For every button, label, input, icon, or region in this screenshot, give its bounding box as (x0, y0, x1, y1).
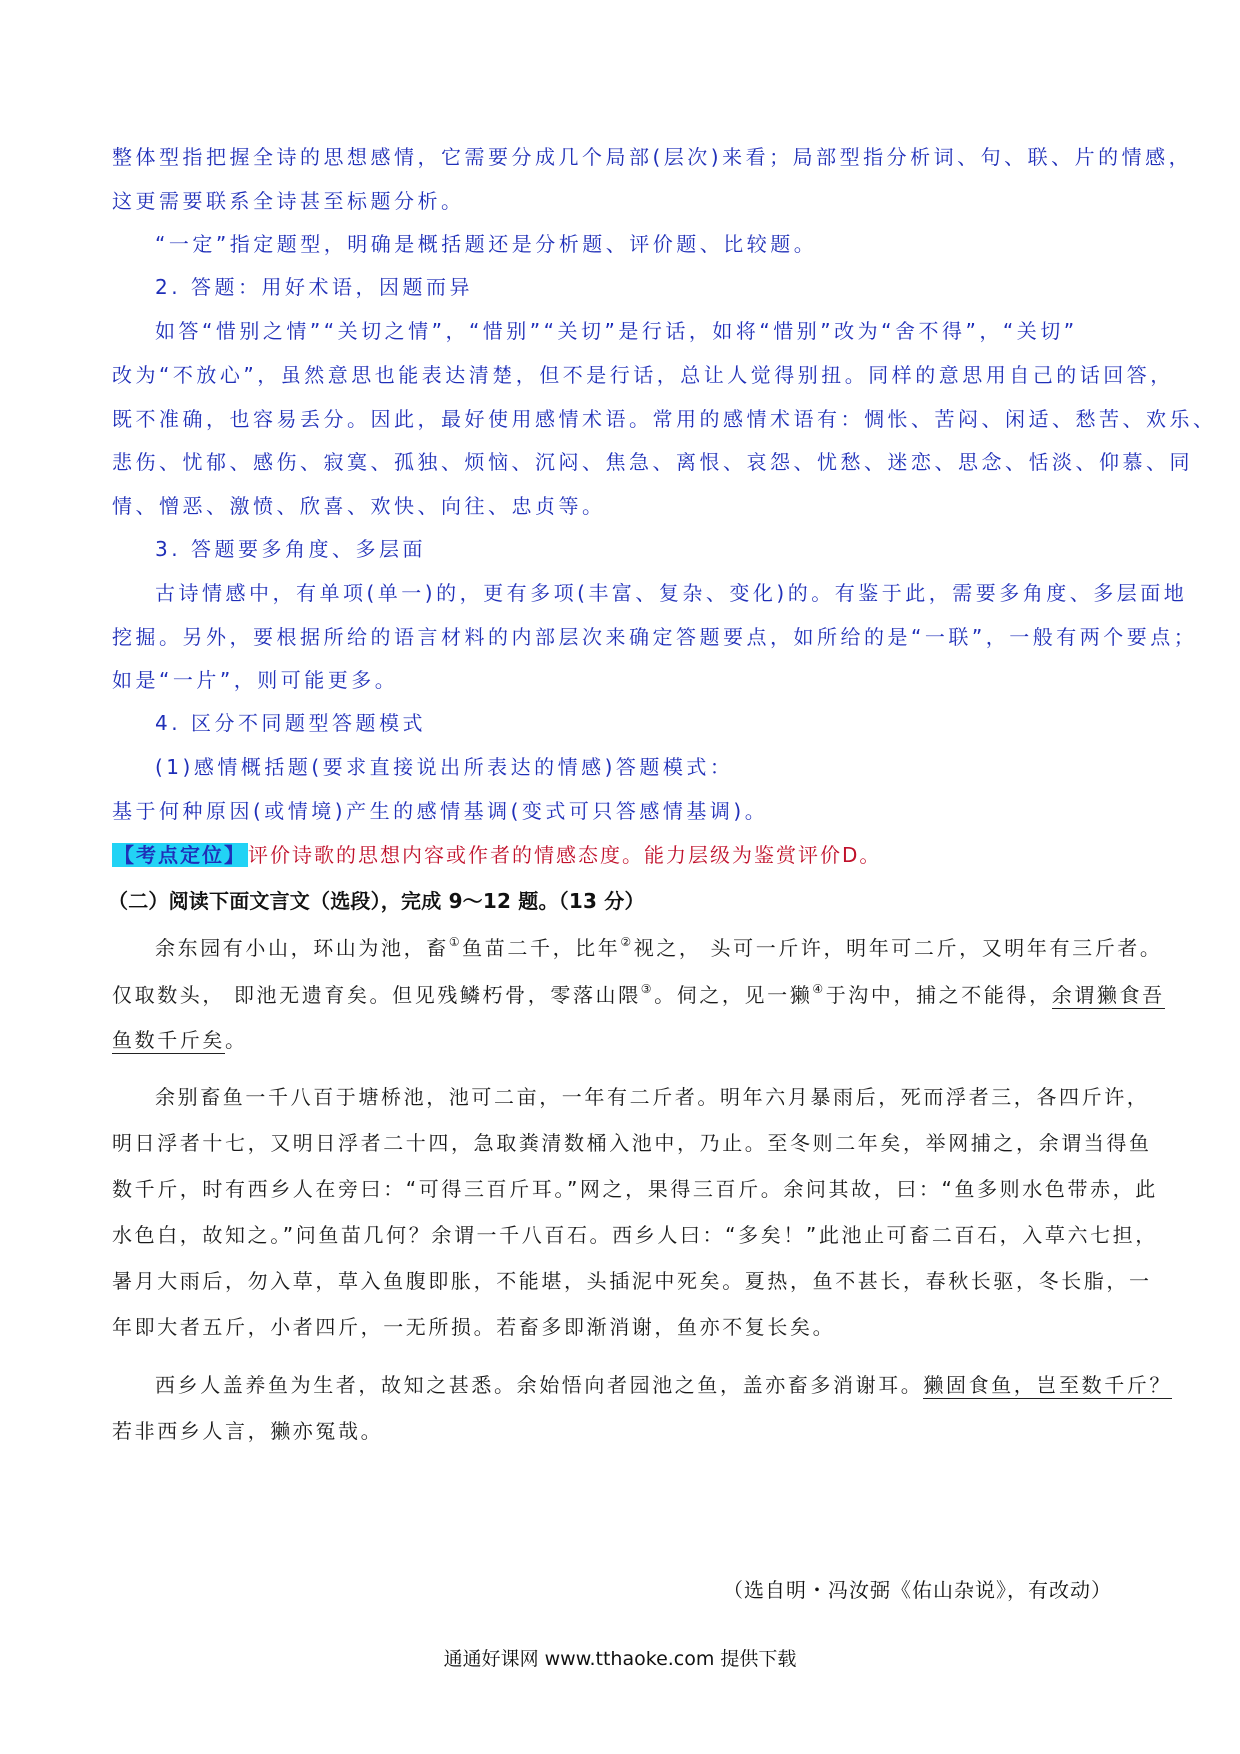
analysis-paragraph: (1)感情概括题(要求直接说出所表达的情感)答题模式： (155, 755, 734, 779)
passage-text: 。伺之，见一獭 (654, 983, 813, 1007)
kaodian-text: 评价诗歌的思想内容或作者的情感态度。能力层级为鉴赏评价D。 (248, 843, 882, 867)
passage-text: 于沟中，捕之不能得， (825, 983, 1052, 1007)
passage-line: 若非西乡人言，獭亦冤哉。 (112, 1419, 384, 1443)
analysis-paragraph: 基于何种原因(或情境)产生的感情基调(变式可只答感情基调)。 (112, 799, 769, 823)
answer-heading-2: 2. 答题：用好术语，因题而异 (155, 275, 473, 299)
passage-line: 年即大者五斤，小者四斤，一无所损。若畜多即渐消谢，鱼亦不复长矣。 (112, 1315, 836, 1339)
underlined-sentence: 獭固食鱼，岂至数千斤？ (923, 1373, 1173, 1397)
analysis-paragraph-line: 情、憎恶、激愤、欣喜、欢快、向往、忠贞等。 (112, 494, 606, 518)
answer-heading-4: 4. 区分不同题型答题模式 (155, 711, 426, 735)
analysis-paragraph-line: 如答“惜别之情”“关切之情”，“惜别”“关切”是行话，如将“惜别”改为“舍不得”，“关切” (155, 319, 1078, 343)
passage-source: （选自明・冯汝弼《佑山杂说》，有改动） (723, 1578, 1112, 1602)
footnote-marker: ② (620, 935, 634, 949)
analysis-paragraph-line: 改为“不放心”，虽然意思也能表达清楚，但不是行话，总让人觉得别扭。同样的意思用自己的话回答， (112, 363, 1174, 387)
footnote-marker: ④ (812, 982, 826, 996)
passage-text: 。 (225, 1028, 248, 1052)
analysis-paragraph-line: 既不准确，也容易丢分。因此，最好使用感情术语。常用的感情术语有：惆怅、苦闷、闲适、愁苦、欢乐、 (112, 407, 1217, 431)
passage-text: 余东园有小山，环山为池，畜 (155, 936, 449, 960)
page-footer: 通通好课网 www.tthaoke.com 提供下载 (443, 1648, 797, 1670)
kaodian-row (112, 840, 1132, 870)
answer-heading-3: 3. 答题要多角度、多层面 (155, 537, 426, 561)
passage-line (112, 1025, 1132, 1055)
footnote-marker: ③ (640, 982, 655, 996)
passage-line (155, 933, 1175, 963)
passage-text: 西乡人盖养鱼为生者，故知之甚悉。余始悟向者园池之鱼，盖亦畜多消谢耳。 (155, 1373, 924, 1397)
footnote-marker: ① (448, 935, 463, 949)
analysis-paragraph-line: 古诗情感中，有单项(单一)的，更有多项(丰富、复杂、变化)的。有鉴于此，需要多角度、多层面地 (155, 581, 1188, 605)
analysis-paragraph-line: 这更需要联系全诗甚至标题分析。 (112, 189, 465, 213)
underlined-sentence: 鱼数千斤矣 (112, 1028, 225, 1052)
passage-line: 余别畜鱼一千八百于塘桥池，池可二亩，一年有二斤者。明年六月暴雨后，死而浮者三，各四斤许， (155, 1085, 1150, 1109)
passage-line (155, 1370, 1175, 1400)
analysis-paragraph: “一定”指定题型，明确是概括题还是分析题、评价题、比较题。 (155, 232, 818, 256)
passage-text: 仅取数头， 即池无遗育矣。但见残鳞朽骨，零落山隈 (112, 983, 641, 1007)
kaodian-tag: 【考点定位】 (114, 843, 246, 867)
analysis-paragraph-line: 挖掘。另外，要根据所给的语言材料的内部层次来确定答题要点，如所给的是“一联”，一般有两个要点； (112, 625, 1198, 649)
passage-line (112, 980, 1165, 1010)
analysis-paragraph-line: 悲伤、忧郁、感伤、寂寞、孤独、烦恼、沉闷、焦急、离恨、哀怨、忧愁、迷恋、思念、恬淡、仰慕、同 (112, 450, 1193, 474)
passage-text: 视之， 头可一斤许，明年可二斤，又明年有三斤者。 (633, 936, 1163, 960)
section-heading: （二）阅读下面文言文（选段），完成 9～12 题。（13 分） (108, 889, 645, 913)
passage-line: 暑月大雨后，勿入草，草入鱼腹即胀，不能堪，头插泥中死矣。夏热，鱼不甚长，春秋长驱，冬长脂，一 (112, 1269, 1152, 1293)
underlined-sentence: 余谓獭食吾 (1051, 983, 1165, 1007)
analysis-paragraph-line: 如是“一片”，则可能更多。 (112, 668, 399, 692)
passage-line: 明日浮者十七，又明日浮者二十四，急取粪清数桶入池中，乃止。至冬则二年矣，举网捕之，余谓当得鱼 (112, 1131, 1152, 1155)
passage-line: 水色白，故知之。”问鱼苗几何？余谓一千八百石。西乡人曰：“多矣！”此池止可畜二百石，入草六七担， (112, 1223, 1158, 1247)
analysis-paragraph-line: 整体型指把握全诗的思想感情，它需要分成几个局部(层次)来看；局部型指分析词、句、联、片的情感， (112, 145, 1193, 169)
passage-line: 数千斤，时有西乡人在旁曰：“可得三百斤耳。”网之，果得三百斤。余问其故，曰：“鱼多则水色带赤，此 (112, 1177, 1158, 1201)
passage-text: 鱼苗二千，比年 (462, 936, 621, 960)
